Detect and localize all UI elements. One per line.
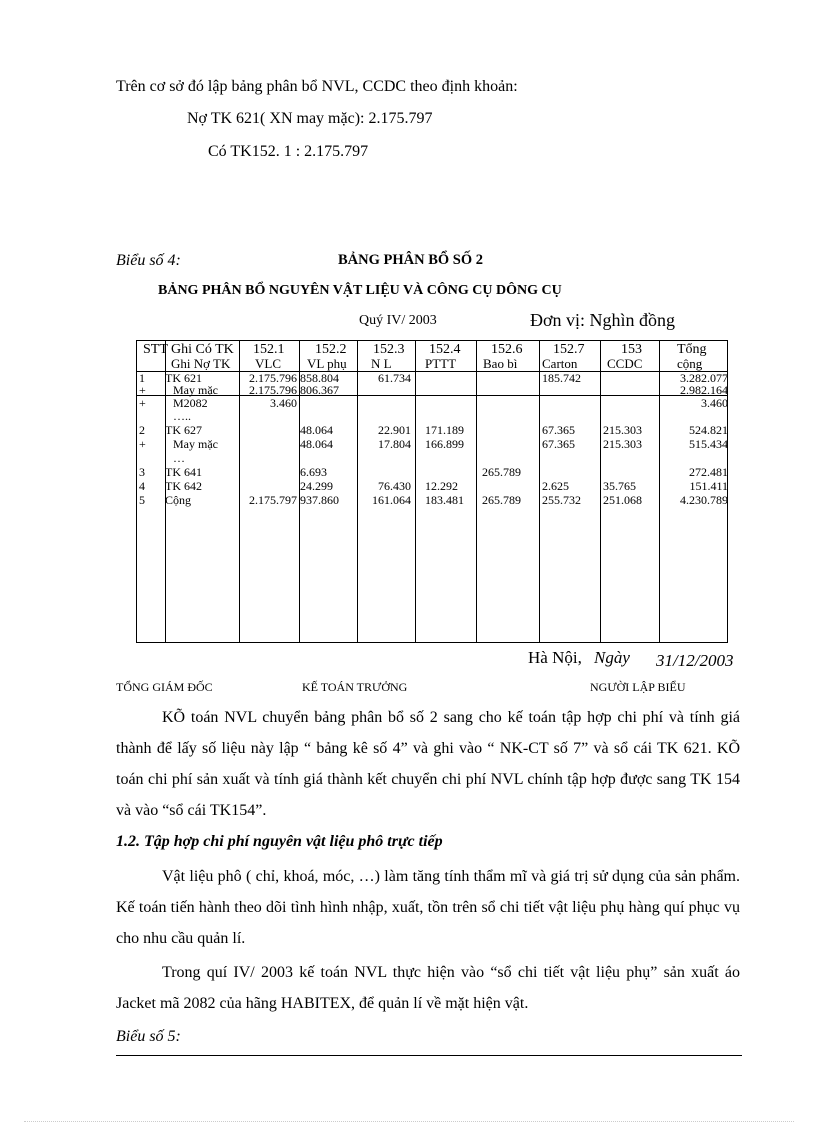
table-cell-name: …: [173, 451, 185, 465]
header-c1-code: 152.1: [253, 342, 285, 357]
section-heading: 1.2. Tập hợp chi phí nguyên vật liệu phô trực tiếp: [116, 833, 443, 850]
table-cell-c5: 265.789: [482, 465, 521, 479]
table-cell-stt: 5: [139, 493, 145, 507]
signature-chief-accountant: KẾ TOÁN TRƯỞNG: [302, 680, 408, 694]
table-cell-total: 272.481: [689, 465, 728, 479]
table-cell-c5: 265.789: [482, 493, 521, 507]
form-unit: Đơn vị: Nghìn đồng: [530, 310, 676, 330]
table-cell-total: 3.282.077: [680, 371, 728, 385]
table-cell-name: …..: [173, 409, 191, 423]
table-cell-c3: 17.804: [378, 437, 411, 451]
table-cell-total: 3.460: [701, 396, 728, 410]
intro-line-1: Trên cơ sở đó lập bảng phân bổ NVL, CCDC theo định khoản:: [116, 78, 518, 95]
date-value: 31/12/2003: [656, 651, 734, 670]
form-5-label: Biểu số 5:: [116, 1028, 181, 1045]
table-cell-name: M2082: [173, 396, 208, 410]
signature-director: TỔNG GIÁM ĐỐC: [116, 680, 213, 694]
table-cell-c4: 12.292: [425, 479, 458, 493]
table-cell-stt: +: [139, 396, 146, 410]
body-paragraph-2: Vật liệu phô ( chỉ, khoá, móc, …) làm tăng tính thẩm mĩ và giá trị sử dụng của sản phẩm. Kế toán tiến hành theo dõi tình hình nhập, xuất, tồn trên sổ chi tiết vật liệu phụ hàng quí phục vụ cho nhu cầu quản lí.: [116, 868, 740, 947]
table-cell-c6: 67.365: [542, 437, 575, 451]
table-cell-c1: 2.175.796: [249, 383, 297, 397]
table-cell-c3: 22.901: [378, 423, 411, 437]
page-edge-dots: [24, 1121, 794, 1122]
table-cell-total: 515.434: [689, 437, 728, 451]
form-title: BẢNG PHÂN BỔ SỐ 2: [338, 252, 484, 268]
table-cell-c7: 215.303: [603, 423, 642, 437]
header-c2-code: 152.2: [315, 342, 347, 357]
header-c7-name: CCDC: [607, 356, 643, 371]
table-cell-name: May mặc: [173, 383, 218, 397]
date-label: Ngày: [594, 648, 630, 667]
table-cell-total: 4.230.789: [680, 493, 728, 507]
table-cell-name: May mặc: [173, 437, 218, 451]
form-subtitle: BẢNG PHÂN BỔ NGUYÊN VẬT LIỆU VÀ CÔNG CỤ DÔNG CỤ: [158, 283, 562, 298]
table-cell-c2: 6.693: [300, 465, 327, 479]
table-cell-c2: 858.804: [300, 371, 339, 385]
header-c4-code: 152.4: [429, 342, 461, 357]
footer-rule: [116, 1055, 742, 1056]
table-cell-name: TK 627: [165, 423, 202, 437]
table-cell-name: Cộng: [165, 493, 192, 507]
table-cell-c3: 76.430: [378, 479, 411, 493]
table-cell-c4: 183.481: [425, 493, 464, 507]
table-cell-c2: 937.860: [300, 493, 339, 507]
header-c3-name: N L: [371, 356, 392, 371]
header-c6-code: 152.7: [553, 342, 585, 357]
body-paragraph-3: Trong quí IV/ 2003 kế toán NVL thực hiện vào “sổ chi tiết vật liệu phụ” sản xuất áo Jacket mã 2082 của hãng HABITEX, để quản lí về mặt hiện vật.: [116, 964, 740, 1012]
header-stt: STT: [143, 342, 168, 357]
table-cell-c6: 185.742: [542, 371, 581, 385]
table-cell-c6: 255.732: [542, 493, 581, 507]
date-place: Hà Nội,: [528, 648, 582, 667]
signature-preparer: NGƯỜI LẬP BIỂU: [590, 680, 686, 694]
table-cell-c7: 251.068: [603, 493, 642, 507]
table-cell-c3: 61.734: [378, 371, 411, 385]
header-c6-name: Carton: [542, 356, 578, 371]
table-cell-stt: +: [139, 437, 146, 451]
header-c2-name: VL phụ: [307, 356, 347, 371]
table-cell-c1: 3.460: [270, 396, 297, 410]
table-cell-stt: +: [139, 383, 146, 397]
table-cell-c7: 215.303: [603, 437, 642, 451]
table-cell-name: TK 621: [165, 371, 202, 385]
header-c3-code: 152.3: [373, 342, 405, 357]
allocation-table: [136, 340, 728, 643]
header-c5-name: Bao bì: [483, 356, 518, 371]
table-cell-c3: 161.064: [372, 493, 411, 507]
table-cell-c4: 166.899: [425, 437, 464, 451]
table-cell-c4: 171.189: [425, 423, 464, 437]
header-c5-code: 152.6: [491, 342, 523, 357]
table-cell-total: 151.411: [689, 479, 728, 493]
header-total-top: Tổng: [677, 342, 707, 357]
table-cell-stt: 4: [139, 479, 145, 493]
header-c1-name: VLC: [255, 356, 281, 371]
table-cell-c6: 2.625: [542, 479, 569, 493]
table-cell-name: TK 641: [165, 465, 202, 479]
header-total-bottom: cộng: [677, 356, 703, 371]
intro-line-debit: Nợ TK 621( XN may mặc): 2.175.797: [187, 110, 433, 127]
table-cell-total: 2.982.164: [680, 383, 728, 397]
table-cell-total: 524.821: [689, 423, 728, 437]
table-cell-c2: 48.064: [300, 423, 333, 437]
table-cell-c2: 24.299: [300, 479, 333, 493]
header-credit-label: Ghi Có TK: [171, 342, 234, 357]
table-cell-c7: 35.765: [603, 479, 636, 493]
table-cell-c6: 67.365: [542, 423, 575, 437]
body-paragraph-1: KÕ toán NVL chuyển bảng phân bổ số 2 sang cho kế toán tập hợp chi phí và tính giá thành để lấy số liệu này lập “ bảng kê số 4” và ghi vào “ NK-CT số 7” và sổ cái TK 621. KÕ toán chi phí sản xuất và tính giá thành kết chuyển chi phí NVL chính tập hợp được sang TK 154 và vào “sổ cái TK154”.: [116, 709, 740, 819]
table-cell-name: TK 642: [165, 479, 202, 493]
form-period: Quý IV/ 2003: [359, 313, 437, 328]
header-c4-name: PTTT: [425, 356, 457, 371]
table-cell-c2: 48.064: [300, 437, 333, 451]
table-cell-stt: 2: [139, 423, 145, 437]
header-debit-label: Ghi Nợ TK: [171, 356, 231, 371]
table-cell-stt: 3: [139, 465, 145, 479]
table-cell-c2: 806.367: [300, 383, 339, 397]
table-cell-c1: 2.175.797: [249, 493, 297, 507]
table-cell-c1: 2.175.796: [249, 371, 297, 385]
table-cell-stt: 1: [139, 371, 145, 385]
form-label: Biểu số 4:: [116, 252, 181, 269]
header-c7-code: 153: [621, 342, 642, 357]
intro-line-credit: Có TK152. 1 : 2.175.797: [208, 143, 369, 160]
